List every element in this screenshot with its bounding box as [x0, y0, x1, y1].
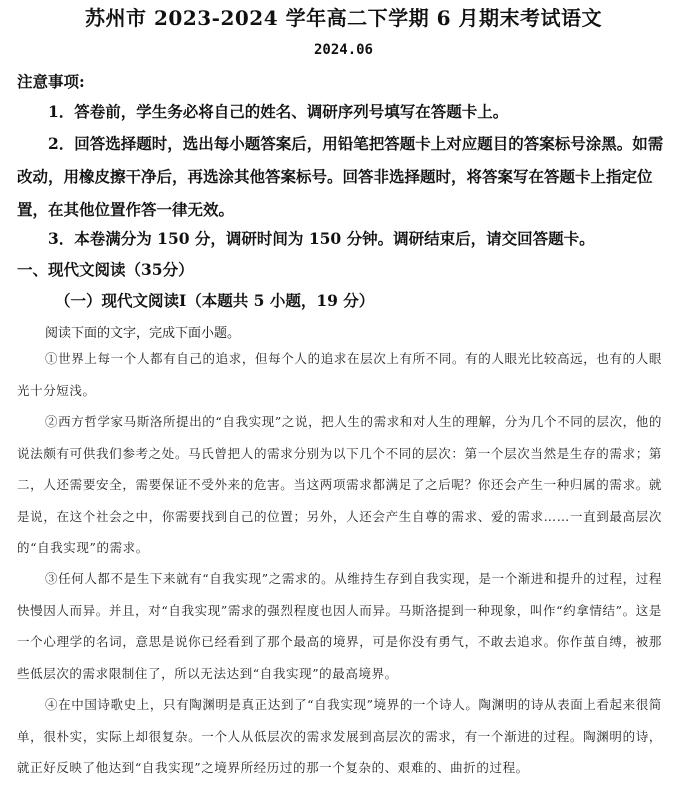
- section-subtitle: （一）现代文阅读Ⅰ（本题共 5 小题，19 分）: [55, 291, 375, 310]
- notes-heading: 注意事项:: [17, 72, 85, 91]
- note-item-1: 1．答卷前，学生务必将自己的姓名、调研序列号填写在答题卡上。: [48, 102, 509, 121]
- passage-paragraph-2: ②西方哲学家马斯洛所提出的“自我实现”之说，把人生的需求和对人生的理解，分为几个不同的层次，他的说法颇有可供我们参考之处。马氏曾把人的需求分别为以下几个不同的层次：第一个层次当然是生存的需求；第二，人还需要安全，需要保证不受外来的危害。当这两项需求都满足了之后呢？你还会产生一种归属的需求。就是说，在这个社会之中，你需要找到自己的位置；另外，人还会产生自尊的需求、爱的需求……一直到最高层次的“自我实现”的需求。: [17, 414, 662, 555]
- note-item-3: 3．本卷满分为 150 分，调研时间为 150 分钟。调研结束后，请交回答题卡。: [48, 229, 595, 248]
- reading-instruction: 阅读下面的文字，完成下面小题。: [45, 326, 241, 341]
- exam-title: 苏州市 2023-2024 学年高二下学期 6 月期末考试语文: [85, 6, 602, 30]
- passage-paragraph-1: ①世界上每一个人都有自己的追求，但每个人的追求在层次上有所不同。有的人眼光比较高远，也有的人眼光十分短浅。: [17, 351, 662, 398]
- exam-date: 2024.06: [313, 42, 373, 58]
- passage-paragraph-4: ④在中国诗歌史上，只有陶渊明是真正达到了“自我实现”境界的一个诗人。陶渊明的诗从表面上看起来很简单，很朴实，实际上却很复杂。一个人从低层次的需求发展到高层次的需求，有一个渐进的过程。陶渊明的诗，就正好反映了他达到“自我实现”之境界所经历过的那一个复杂的、艰难的、曲折的过程。: [17, 697, 662, 775]
- note-item-2: 2．回答选择题时，选出每小题答案后，用铅笔把答题卡上对应题目的答案标号涂黑。如需改动，用橡皮擦干净后，再选涂其他答案标号。回答非选择题时，将答案写在答题卡上指定位置，在其他位置作答一律无效。: [17, 134, 664, 219]
- section-title: 一、现代文阅读（35分）: [17, 260, 194, 279]
- passage-paragraph-3: ③任何人都不是生下来就有“自我实现”之需求的。从维持生存到自我实现，是一个渐进和提升的过程，过程快慢因人而异。并且，对“自我实现”需求的强烈程度也因人而异。马斯洛提到一种现象，叫作“约拿情结”。这是一个心理学的名词，意思是说你已经看到了那个最高的境界，可是你没有勇气，不敢去追求。你作茧自缚，被那些低层次的需求限制住了，所以无法达到“自我实现”的最高境界。: [17, 571, 662, 681]
